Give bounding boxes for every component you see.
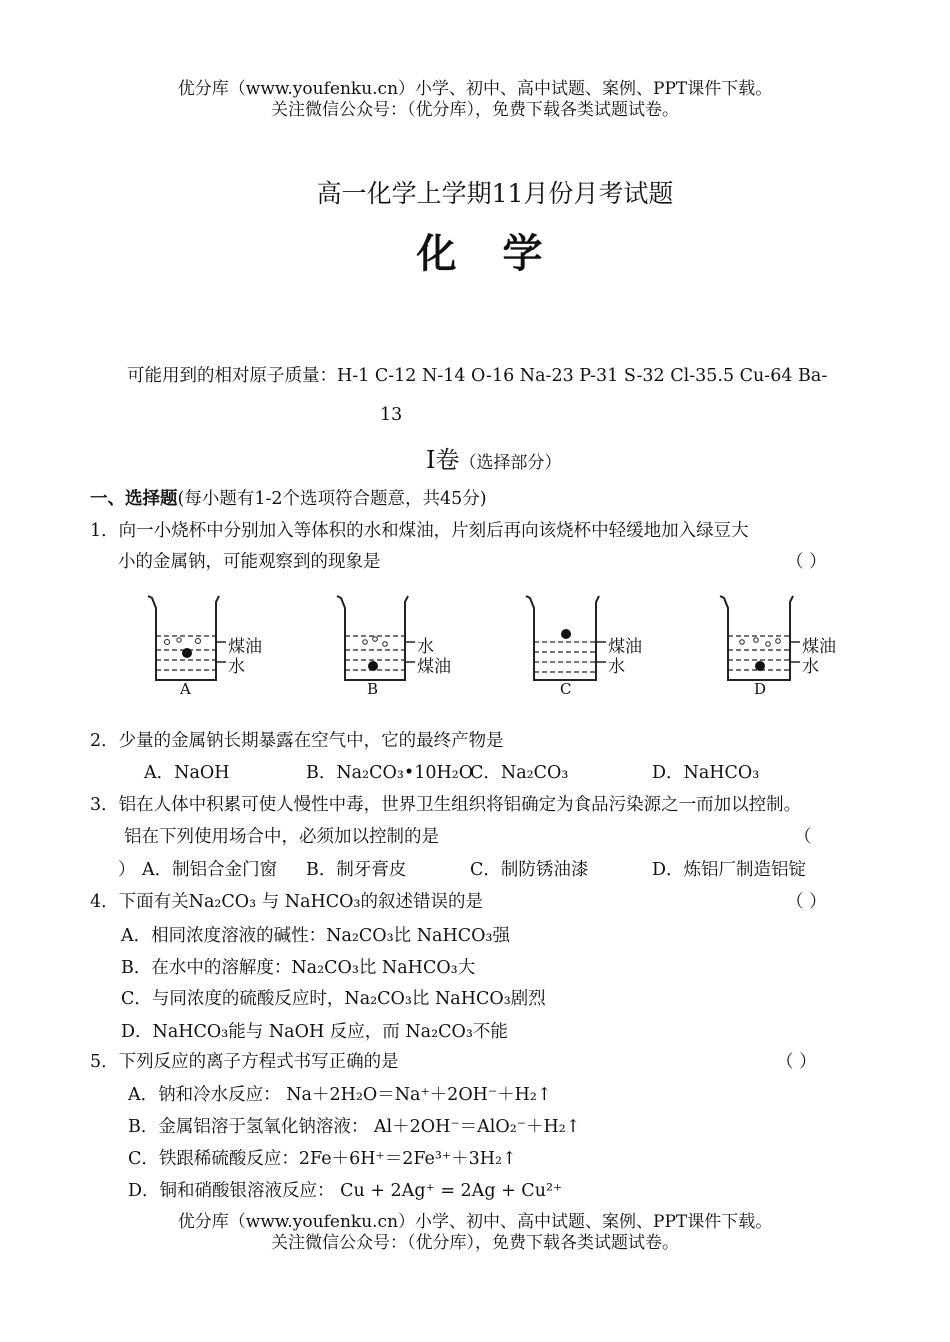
q1-line-1: 1．向一小烧杯中分别加入等体积的水和煤油，片刻后再向该烧杯中轻缓地加入绿豆大 (90, 521, 749, 541)
q4-answer-paren: （ ） (786, 892, 827, 912)
atomic-mass-line-1: 可能用到的相对原子质量：H-1 C-12 N-14 O-16 Na-23 P-31 S-32 Cl-35.5 Cu-64 Ba- (127, 366, 828, 386)
q5-stem: 5．下列反应的离子方程式书写正确的是 (90, 1052, 399, 1072)
q4-option-a: A．相同浓度溶液的碱性：Na₂CO₃比 NaHCO₃强 (121, 926, 510, 946)
figure-c (522, 592, 652, 700)
atomic-mass-line-2: 13 (380, 405, 403, 425)
q5-option-a: A．钠和冷水反应： Na＋2H₂O＝Na⁺＋2OH⁻＋H₂↑ (128, 1085, 552, 1105)
figure-c-bottom-label: 水 (608, 657, 625, 677)
q2-option-a: A．NaOH (144, 763, 230, 783)
header-line-1: 优分库（www.youfenku.cn）小学、初中、高中试题、案例、PPT课件下载。 (177, 79, 773, 99)
q2-stem: 2．少量的金属钠长期暴露在空气中，它的最终产物是 (90, 731, 504, 751)
q1-line-2: 小的金属钠，可能观察到的现象是 (118, 552, 381, 572)
figure-d (716, 592, 846, 700)
figure-c-top-label: 煤油 (608, 637, 642, 657)
q3-option-d: D．炼铝厂制造铝锭 (652, 860, 807, 880)
q4-stem: 4．下面有关Na₂CO₃ 与 NaHCO₃的叙述错误的是 (90, 892, 484, 912)
q4-option-b: B．在水中的溶解度：Na₂CO₃比 NaHCO₃大 (121, 958, 476, 978)
q3-option-c: C．制防锈油漆 (470, 860, 589, 880)
q3-paren-close: ） (118, 860, 136, 880)
figure-c-letter: C (560, 680, 572, 698)
q3-line-2: 铝在下列使用场合中，必须加以控制的是 (124, 827, 439, 847)
q3-line-1: 3．铝在人体中积累可使人慢性中毒，世界卫生组织将铝确定为食品污染源之一而加以控制。 (90, 795, 802, 815)
q3-option-b: B．制牙膏皮 (306, 860, 407, 880)
exam-title: 高一化学上学期11月份月考试题 (316, 179, 674, 208)
q5-option-c: C．铁跟稀硫酸反应：2Fe＋6H⁺＝2Fe³⁺＋3H₂↑ (128, 1149, 517, 1169)
q5-answer-paren: （ ） (776, 1052, 817, 1072)
subject-title: 化 学 (416, 230, 559, 277)
q5-option-d: D．铜和硝酸银溶液反应： Cu + 2Ag⁺ = 2Ag + Cu²⁺ (128, 1181, 563, 1201)
q4-option-c: C．与同浓度的硫酸反应时，Na₂CO₃比 NaHCO₃剧烈 (121, 989, 546, 1009)
volume-heading (426, 440, 561, 475)
section-title: 一、选择题 (90, 489, 178, 509)
figure-a-bottom-label: 水 (228, 657, 245, 677)
figure-b (335, 592, 465, 700)
figure-b-bottom-label: 煤油 (417, 657, 451, 677)
q4-option-d: D．NaHCO₃能与 NaOH 反应，而 Na₂CO₃不能 (121, 1022, 508, 1042)
q5-option-b: B．金属铝溶于氢氧化钠溶液： Al＋2OH⁻＝AlO₂⁻＋H₂↑ (128, 1117, 581, 1137)
q1-answer-paren: （ ） (786, 552, 827, 572)
figure-d-bottom-label: 水 (802, 657, 819, 677)
footer-line-2: 关注微信公众号：（优分库），免费下载各类试题试卷。 (271, 1233, 679, 1253)
section-desc: (每小题有1-2个选项符合题意，共45分) (177, 489, 487, 509)
beaker-b-icon (335, 592, 465, 700)
section-heading (90, 485, 487, 510)
q2-option-d: D．NaHCO₃ (652, 763, 760, 783)
q3-paren-open: （ (794, 827, 812, 847)
figure-b-top-label: 水 (417, 637, 434, 657)
q2-option-c: C．Na₂CO₃ (470, 763, 569, 783)
header-line-2: 关注微信公众号：（优分库），免费下载各类试题试卷。 (271, 100, 679, 120)
figure-a-letter: A (180, 680, 191, 698)
figure-b-letter: B (367, 680, 379, 698)
figure-a-top-label: 煤油 (228, 637, 262, 657)
volume-sub: （选择部分） (459, 453, 562, 473)
q3-option-a: A．制铝合金门窗 (142, 860, 278, 880)
figure-a (140, 592, 270, 700)
figure-d-letter: D (754, 680, 767, 698)
q2-option-b: B．Na₂CO₃•10H₂O (306, 763, 474, 783)
figure-d-top-label: 煤油 (802, 637, 836, 657)
footer-line-1: 优分库（www.youfenku.cn）小学、初中、高中试题、案例、PPT课件下载。 (177, 1212, 773, 1232)
volume-main: Ⅰ卷 (426, 446, 460, 474)
